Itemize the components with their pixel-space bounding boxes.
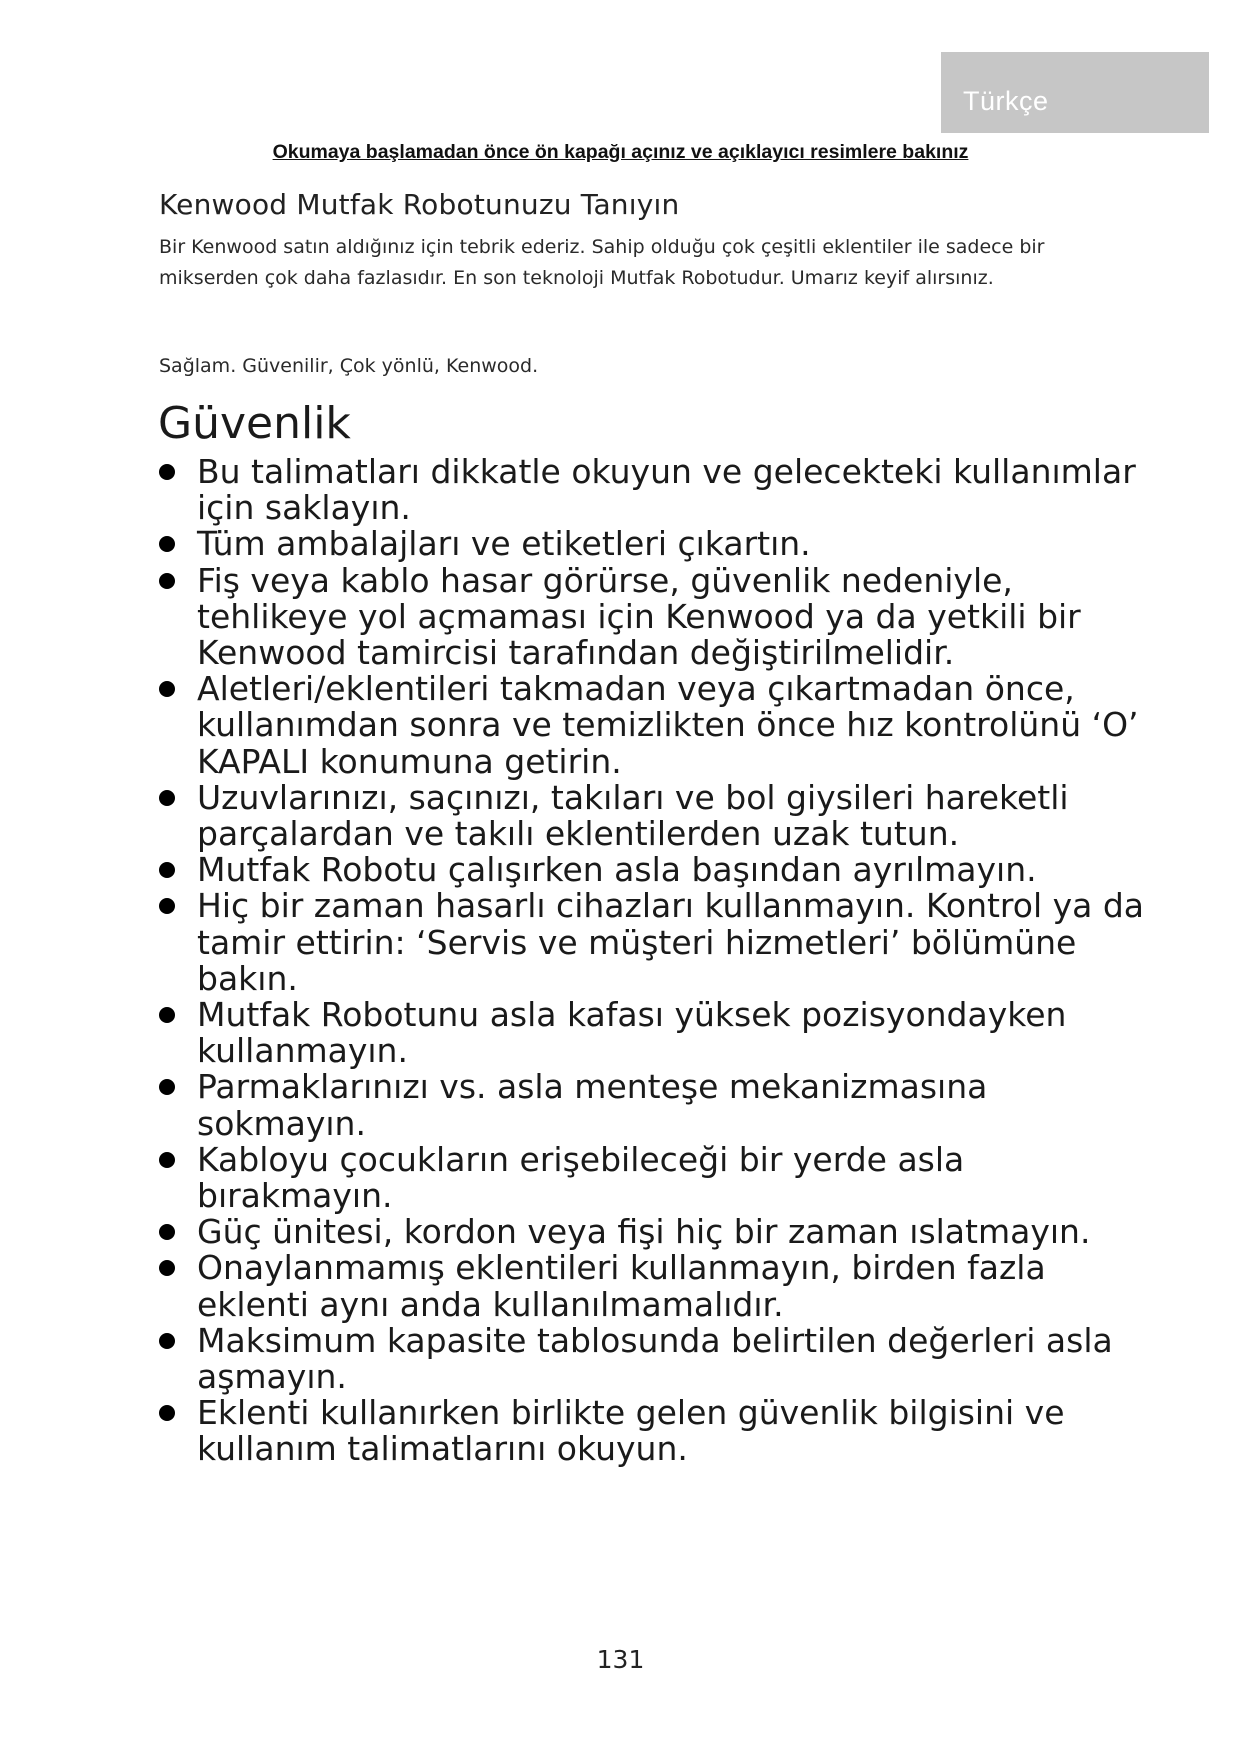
safety-item (158, 1139, 1158, 1216)
safety-item-text: Hiç bir zaman hasarlı cihazları kullanmayın. Kontrol ya da tamir ettirin: ‘Servis ve müşteri hizmetleri’ bölümüne bakın. (197, 886, 1145, 998)
safety-item (158, 888, 1158, 997)
intro-tagline: Sağlam. Güvenilir, Çok yönlü, Kenwood. (159, 355, 539, 377)
safety-item (158, 1395, 1158, 1467)
front-cover-notice: Okumaya başlamadan önce ön kapağı açınız ve açıklayıcı resimlere bakınız (272, 141, 969, 163)
language-tab: Türkçe (941, 52, 1209, 133)
safety-item-text: Mutfak Robotunu asla kafası yüksek pozisyondayken kullanmayın. (197, 995, 1067, 1071)
bullet-icon (159, 1405, 175, 1421)
safety-item-text: Tüm ambalajları ve etiketleri çıkartın. (197, 524, 811, 564)
safety-item (158, 526, 1158, 562)
safety-item-text: Eklenti kullanırken birlikte gelen güvenlik bilgisini ve kullanım talimatlarını okuyun. (197, 1393, 1065, 1469)
bullet-icon (159, 790, 175, 806)
bullet-icon (159, 573, 175, 589)
safety-item (158, 454, 1158, 526)
safety-item-text: Onaylanmamış eklentileri kullanmayın, birden fazla eklenti aynı anda kullanılmamalıdır. (197, 1248, 1046, 1324)
bullet-icon (159, 862, 175, 878)
safety-list (158, 454, 1158, 1468)
safety-item (158, 1320, 1158, 1397)
bullet-icon (159, 1152, 175, 1168)
bullet-icon (159, 464, 175, 480)
safety-item (158, 671, 1158, 780)
safety-item-text: Uzuvlarınızı, saçınızı, takıları ve bol giysileri hareketli parçalardan ve takılı eklentilerden uzak tutun. (197, 777, 1069, 854)
page-number: 131 (596, 1645, 645, 1674)
safety-item-text: Kabloyu çocukların erişebileceği bir yerde asla bırakmayın. (197, 1139, 965, 1216)
safety-item (158, 560, 1158, 673)
safety-item (158, 1250, 1158, 1322)
bullet-icon (159, 681, 175, 697)
safety-item-text: Parmaklarınızı vs. asla menteşe mekanizmasına sokmayın. (197, 1067, 988, 1143)
bullet-icon (159, 1333, 175, 1349)
bullet-icon (159, 1260, 175, 1276)
safety-item (158, 997, 1158, 1069)
safety-item (158, 852, 1158, 888)
safety-item (158, 777, 1158, 854)
safety-item-text: Aletleri/eklentileri takmadan veya çıkartmadan önce, kullanımdan sonra ve temizlikten önce hız kontrolünü ‘O’ KAPALI konumuna getirin. (197, 669, 1139, 781)
bullet-icon (159, 1079, 175, 1095)
safety-item-text: Fiş veya kablo hasar görürse, güvenlik nedeniyle, tehlikeye yol açmaması için Kenwood ya da yetkili bir Kenwood tamircisi tarafından değiştirilmelidir. (197, 560, 1081, 673)
intro-paragraph: Bir Kenwood satın aldığınız için tebrik ederiz. Sahip olduğu çok çeşitli eklentiler ile sadece bir mikserden çok daha fazlasıdır. En son teknoloji Mutfak Robotudur. Umarız keyif alırsınız. (159, 236, 1045, 289)
safety-section-title: Güvenlik (158, 398, 351, 449)
bullet-icon (159, 1007, 175, 1023)
safety-item-text: Güç ünitesi, kordon veya fişi hiç bir zaman ıslatmayın. (197, 1212, 1091, 1252)
bullet-icon (159, 898, 175, 914)
safety-item-text: Maksimum kapasite tablosunda belirtilen değerleri asla aşmayın. (197, 1320, 1113, 1397)
safety-item (158, 1069, 1158, 1141)
bullet-icon (159, 536, 175, 552)
intro-title: Kenwood Mutfak Robotunuzu Tanıyın (159, 188, 680, 221)
safety-item-text: Mutfak Robotu çalışırken asla başından ayrılmayın. (197, 850, 1037, 890)
bullet-icon (159, 1224, 175, 1240)
safety-item (158, 1214, 1158, 1250)
safety-item-text: Bu talimatları dikkatle okuyun ve gelecekteki kullanımlar için saklayın. (197, 452, 1136, 528)
